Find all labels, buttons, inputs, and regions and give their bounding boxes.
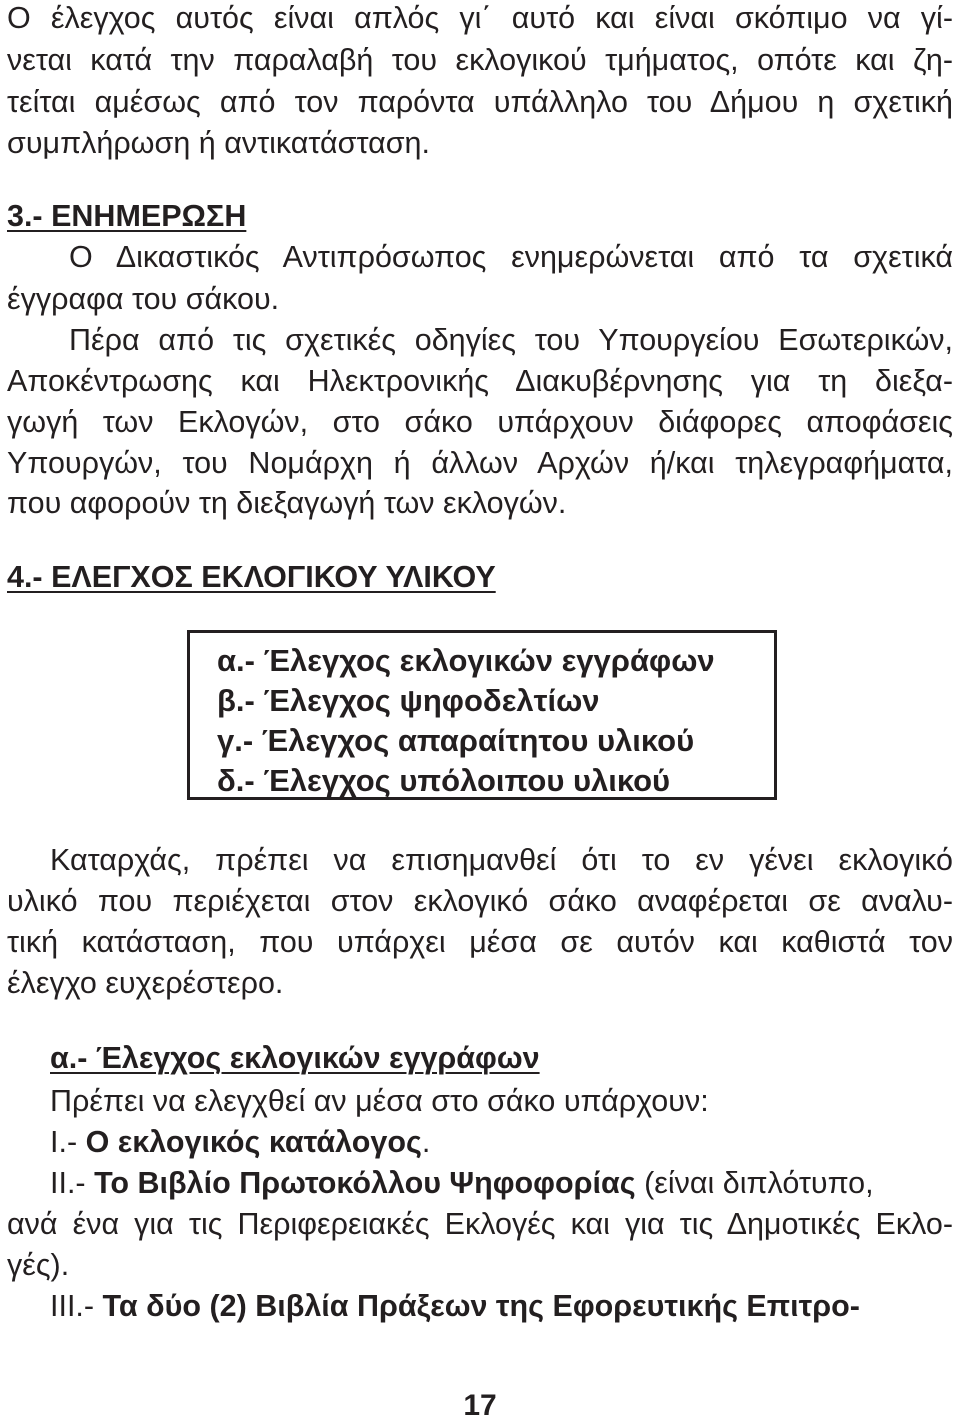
- checklist-item: δ.- Έλεγχος υπόλοιπου υλικού: [217, 763, 671, 798]
- checklist-item: β.- Έλεγχος ψηφοδελτίων: [217, 683, 600, 718]
- paragraph-line: γωγή των Εκλογών, στο σάκο υπάρχουν διάφορες αποφάσεις: [7, 405, 953, 439]
- list-item: [50, 1122, 953, 1163]
- paragraph-line: Πρέπει να ελεγχθεί αν μέσα στο σάκο υπάρχουν:: [50, 1084, 709, 1118]
- paragraph-line: γές).: [7, 1248, 70, 1282]
- paragraph-line: τική κατάσταση, που υπάρχει μέσα σε αυτόν και καθιστά τον: [7, 925, 953, 959]
- paragraph-line: Ο έλεγχος αυτός είναι απλός γι΄ αυτό και είναι σκόπιμο να γί-: [7, 1, 953, 35]
- paragraph-line: συμπλήρωση ή αντικατάσταση.: [7, 126, 430, 160]
- checklist-item: γ.- Έλεγχος απαραίτητου υλικού: [217, 723, 695, 758]
- paragraph-line: Υπουργών, του Νομάρχη ή άλλων Αρχών ή/και τηλεγραφήματα,: [7, 446, 953, 480]
- paragraph-line: έγγραφα του σάκου.: [7, 282, 280, 316]
- list-item-title: Τα δύο (2) Βιβλία Πράξεων της Εφορευτικής Επιτρο-: [102, 1289, 860, 1323]
- paragraph-line: νεται κατά την παραλαβή του εκλογικού τμήματος, οπότε και ζη-: [7, 43, 953, 77]
- list-item-number: III.-: [50, 1289, 103, 1323]
- paragraph-line: Καταρχάς, πρέπει να επισημανθεί ότι το εν γένει εκλογικό: [50, 843, 953, 877]
- list-item: [50, 1286, 953, 1327]
- paragraph-line: Πέρα από τις σχετικές οδηγίες του Υπουργείου Εσωτερικών,: [69, 323, 953, 357]
- checklist-item: α.- Έλεγχος εκλογικών εγγράφων: [217, 643, 715, 678]
- list-item: [50, 1163, 953, 1204]
- list-item-title: Ο εκλογικός κατάλογος: [85, 1125, 422, 1159]
- list-item-number: I.-: [50, 1125, 86, 1159]
- paragraph-line: τείται αμέσως από τον παρόντα υπάλληλο του Δήμου η σχετική: [7, 85, 953, 119]
- list-item-title: Το Βιβλίο Πρωτοκόλλου Ψηφοφορίας: [94, 1166, 636, 1200]
- paragraph-line: έλεγχο ευχερέστερο.: [7, 966, 284, 1000]
- paragraph-line: που αφορούν τη διεξαγωγή των εκλογών.: [7, 486, 567, 520]
- paragraph-line: ανά ένα για τις Περιφερειακές Εκλογές και για τις Δημοτικές Εκλο-: [7, 1207, 953, 1241]
- paragraph-line: Αποκέντρωσης και Ηλεκτρονικής Διακυβέρνησης για τη διεξα-: [7, 364, 953, 398]
- paragraph-line: Ο Δικαστικός Αντιπρόσωπος ενημερώνεται από τα σχετικά: [69, 240, 953, 274]
- subsection-a-heading: α.- Έλεγχος εκλογικών εγγράφων: [50, 1041, 540, 1075]
- paragraph-line: υλικό που περιέχεται στον εκλογικό σάκο αναφέρεται σε αναλυ-: [7, 884, 953, 918]
- list-item-tail: .: [421, 1125, 431, 1159]
- section-4-heading: 4.- ΕΛΕΓΧΟΣ ΕΚΛΟΓΙΚΟΥ ΥΛΙΚΟΥ: [7, 560, 496, 594]
- list-item-number: II.-: [50, 1166, 95, 1200]
- section-3-heading: 3.- ΕΝΗΜΕΡΩΣΗ: [7, 199, 247, 233]
- list-item-tail: (είναι διπλότυπο,: [635, 1166, 874, 1200]
- page-number: 17: [463, 1389, 497, 1422]
- checklist-box: [187, 630, 777, 800]
